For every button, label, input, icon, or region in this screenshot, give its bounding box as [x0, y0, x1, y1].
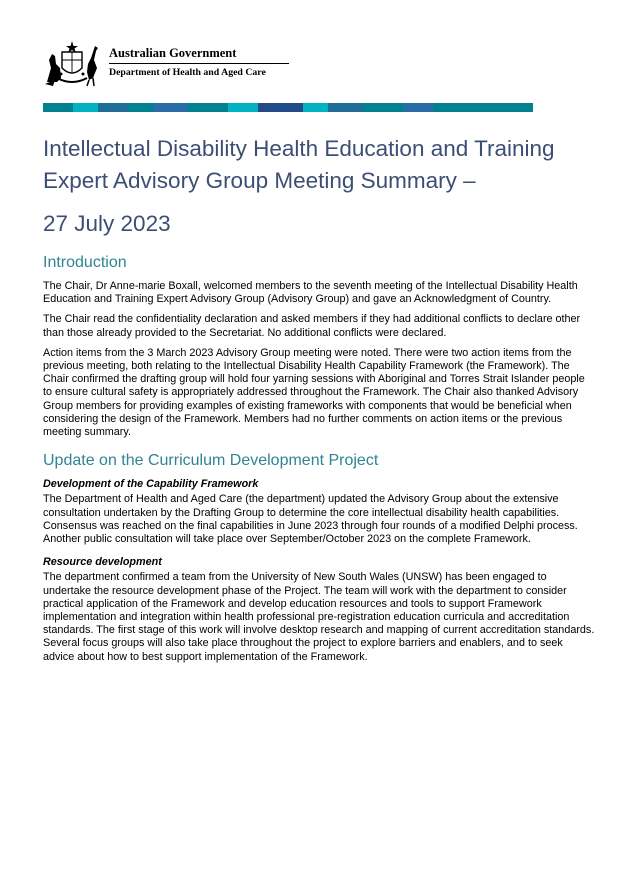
paragraph: The Chair, Dr Anne-marie Boxall, welcomed members to the seventh meeting of the Intellectual Disability Health Education and Training Expert Advisory Group (Advisory Group) and gave an Acknowledgment of Country. [43, 280, 578, 306]
stripe-segment [73, 103, 98, 112]
stripe-segment [153, 103, 188, 112]
stripe-segment [188, 103, 228, 112]
stripe-segment [43, 103, 73, 112]
stripe-segment [403, 103, 433, 112]
subheading-capability-framework: Development of the Capability Framework [43, 478, 259, 491]
stripe-segment [303, 103, 328, 112]
stripe-segment [128, 103, 153, 112]
logo-divider [109, 63, 289, 64]
stripe-segment [98, 103, 128, 112]
paragraph: The department confirmed a team from the University of New South Wales (UNSW) has been engaged to undertake the resource development phase of the Project. The team will work with the department to consider practical application of the Framework and develop education resources and tools to support Framework implementation and integration within health professional pre-registration education curricula and accreditation standards. The first stage of this work will involve desktop research and mapping of current accreditation standards. Several focus groups will also take place throughout the project to explore barriers and enablers, and to seek advice about how to best support implementation of the Framework. [43, 571, 595, 663]
stripe-segment [363, 103, 403, 112]
meeting-date: 27 July 2023 [43, 211, 171, 236]
decorative-color-stripe [43, 103, 533, 112]
government-logo [43, 38, 303, 88]
government-name: Australian Government [109, 46, 237, 60]
coat-of-arms-icon [43, 38, 101, 88]
section-heading-introduction: Introduction [43, 254, 127, 271]
document-title: Intellectual Disability Health Education and Training Expert Advisory Group Meeting Summary – [43, 136, 555, 193]
stripe-segment [258, 103, 303, 112]
paragraph: The Chair read the confidentiality declaration and asked members if they had additional conflicts to declare other than those already provided to the Secretariat. No additional conflicts were declared. [43, 313, 581, 339]
document-body [43, 253, 595, 671]
section-heading-curriculum: Update on the Curriculum Development Project [43, 452, 379, 470]
stripe-segment [328, 103, 363, 112]
paragraph: The Department of Health and Aged Care (the department) updated the Advisory Group about the extensive consultation undertaken by the Drafting Group to determine the core intellectual disability health capabilities. Consensus was reached on the final capabilities in June 2023 through four rounds of a modified Delphi process. Another public consultation will take place over September/October 2023 on the complete Framework. [43, 493, 578, 546]
paragraph: Action items from the 3 March 2023 Advisory Group meeting were noted. There were two action items from the previous meeting, both relating to the Intellectual Disability Health Capability Framework (the Framework). The Chair confirmed the drafting group will hold four yarning sessions with Aboriginal and Torres Strait Islander people to ensure cultural safety is appropriately addressed throughout the Framework. The Chair also thanked Advisory Group members for providing examples of existing frameworks with components that would be beneficial when considering the design of the Framework. Members had no further comments on action items or the previous meeting summary. [43, 346, 585, 439]
subheading-resource-development: Resource development [43, 556, 162, 569]
stripe-segment [228, 103, 258, 112]
department-name: Department of Health and Aged Care [109, 67, 266, 78]
stripe-segment [433, 103, 533, 112]
